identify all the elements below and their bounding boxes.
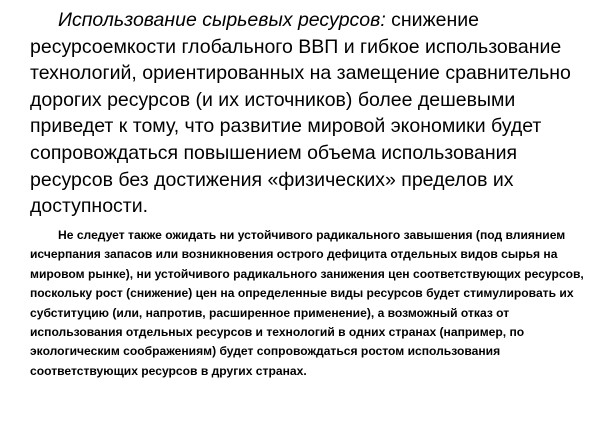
lead-text: снижение ресурсоемкости глобального ВВП и гибкое использование технологий, ориентированных на замещение сравнительно дорогих ресурсов (и их источников) более дешевыми приведет к тому, что развитие мировой экономики будет сопровождаться повышением объема использования ресурсов без достижения «физических» пределов их доступности.	[30, 9, 571, 218]
body-paragraph: Не следует также ожидать ни устойчивого радикального завышения (под влиянием исчерпания запасов или возникновения острого дефицита отдельных видов сырья на мировом рынке), ни устойчивого радикального занижения цен соответствующих ресурсов, поскольку рост (снижение) цен на определенные виды ресурсов будет стимулировать их субституцию (или, напротив, расширенное применение), а возможный отказ от использования отдельных ресурсов и технологий в одних странах (например, по экологическим соображениям) будет сопровождаться ростом использования соответствующих ресурсов в других странах.	[30, 228, 584, 378]
lead-paragraph	[30, 7, 592, 220]
lead-emphasis: Использование сырьевых ресурсов:	[58, 9, 386, 31]
